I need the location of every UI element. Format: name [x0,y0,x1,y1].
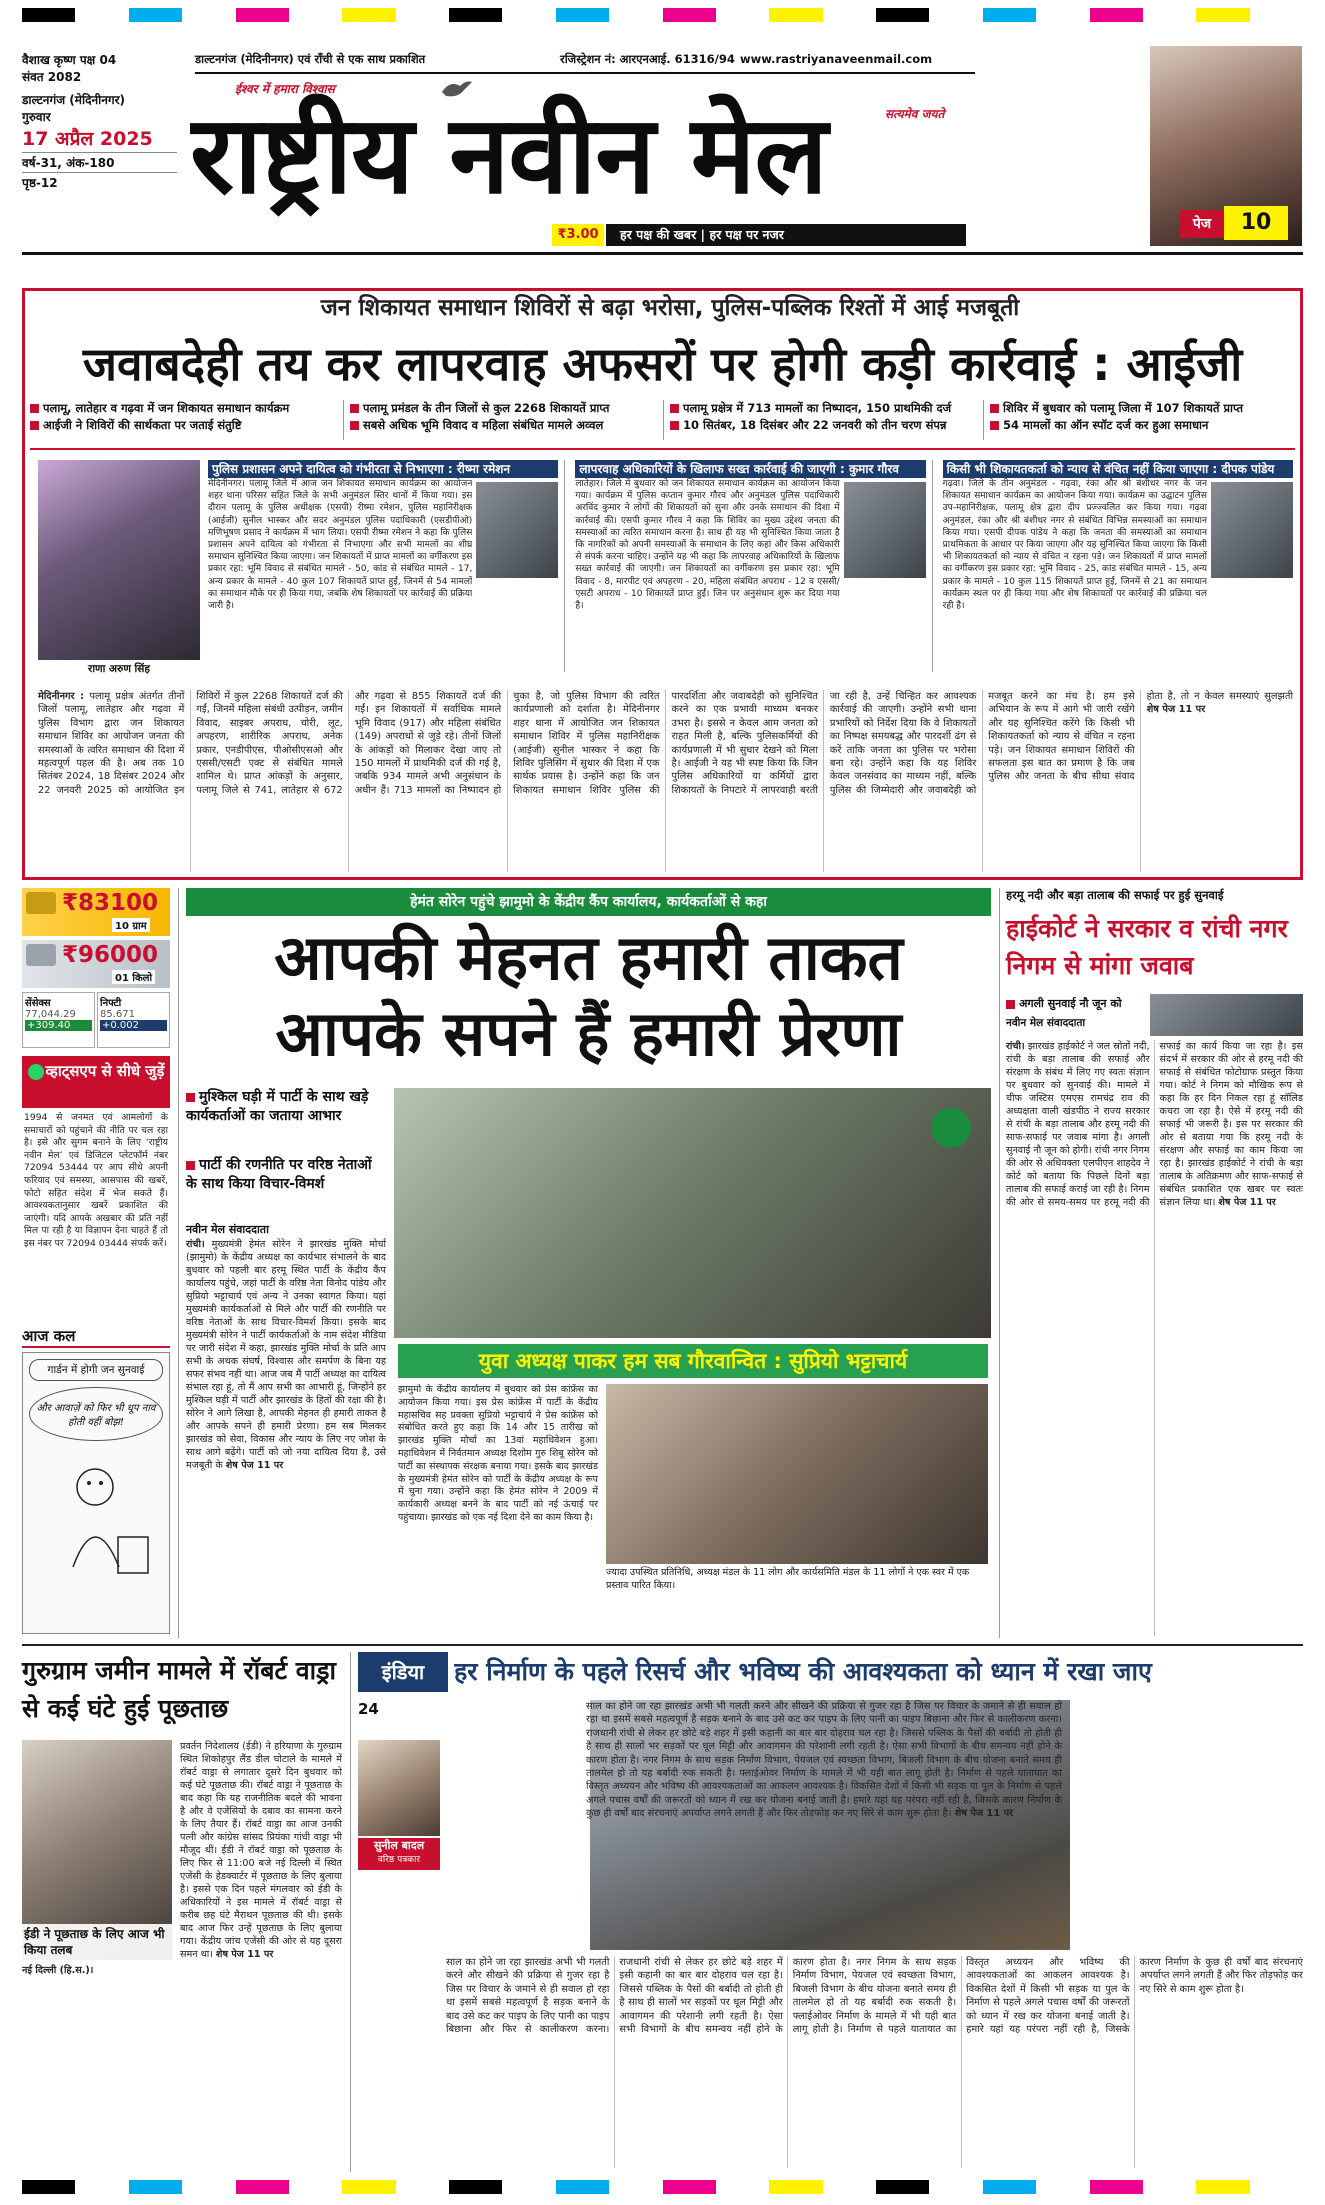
section-rule [22,1644,1303,1646]
vadra-body-col [180,1740,342,2168]
highlight-item: शिविर में बुधवार को पलामू जिला में 107 शिकायतें प्राप्त [1003,401,1244,415]
silver-price: ₹96000 [62,942,159,968]
gold-unit: 10 ग्राम [112,918,150,932]
district-boxes [208,460,1293,672]
left-rail-rule [178,888,179,1638]
highlight-item: पलामू, लातेहार व गढ़वा में जन शिकायत समाधान कार्यक्रम [43,401,290,415]
highcourt-tag-text: अगली सुनवाई नौ जून को [1019,997,1122,1010]
registration-no: रजिस्ट्रेशन नं: आरएनआई. 61316/94 [560,52,735,66]
issue-date: 17 अप्रैल 2025 [22,128,153,150]
nifty-box [97,992,170,1048]
samvat: संवत 2082 [22,70,82,84]
india-label: इंडिया [358,1652,448,1692]
highlight-item: पलामू प्रमंडल के तीन जिलों से कुल 2268 शिकायतें प्राप्त [363,401,610,415]
india-body-cont: साल का होने जा रहा झारखंड अभी भी गलती करने और सीखने की प्रक्रिया से गुजर रहा है जिस पर विचार के जमाने से ही सवाल हो रहा था इसमें सबसे महत्वपूर्ण है सड़क बनाने के बाद उसे कट कर पाइप के लिए पानी का पाइप बिछाना और फिर से कालीकरण करना। राजधानी रांची से लेकर हर छोटे बड़े शहर में इसी कहानी का बार बार दोहराव चल रहा है। जिससे पब्लिक के पैसों की बर्बादी तो होती ही है साथ ही सालों भर सड़कों पर धूल मिट्टी और आवागमन की परेशानी लगी रहती है। ऐसा सभी विभागों के बीच समन्वय नहीं होने के कारण होता है। नगर निगम के साथ सड़क निर्माण विभाग, पेयजल एवं स्वच्छता विभाग, बिजली विभाग के बीच योजना बनाते समय ही तालमेल हो तो यह बर्बादी रुक सकती है। फ्लाईओवर निर्माण के मामले में भी यही बात लागू होती है। निर्माण से पहले यातायात का विस्तृत अध्ययन और भविष्य की आवश्यकताओं का आकलन आवश्यक है। विकसित देशों में किसी भी सड़क या पुल के निर्माण से पहले अगले पचास वर्षों की जरूरतों को ध्यान में रख कर योजना बनाई जाती है। हमारे यहां यह परंपरा नहीं रही है, जिसके कारण निर्माण के कुछ ही वर्षों बाद संरचनाएं अपर्याप्त लगने लगती हैं और फिर तोड़फोड़ कर नए सिरे से काम शुरू होता है। [446,1957,1303,2036]
page-label: पेज [1180,210,1224,238]
sensex-box [22,992,95,1048]
gold-price-box [22,888,170,936]
continued-link[interactable]: शेष पेज 11 पर [954,1808,1014,1820]
columnist-name: सुनील बादल [373,1839,425,1852]
sp-photo [1211,482,1293,578]
vadra-dateline: नई दिल्ली (हि.स.)। [22,1965,94,1976]
edition-city: डाल्टनगंज (मेदिनीनगर) [22,93,126,107]
highlights-rule [30,448,1295,450]
highlight-group-1 [30,400,335,440]
highlight-item: 10 सितंबर, 18 दिसंबर और 22 जनवरी को तीन चरण संपन्न [683,418,947,432]
newspaper-title: राष्ट्रीय नवीन मेल [190,93,827,218]
vadra-body-1 [22,1964,172,2168]
highcourt-body-cols [1006,1040,1303,1636]
vadra-photo [22,1740,172,1960]
volume: वर्ष-31, अंक-180 [22,152,177,172]
whatsapp-banner [22,1056,170,1108]
spacer [446,1700,586,1701]
hemant-body-col [186,1238,386,1630]
hemant-headline-2: आपके सपने हैं हमारी प्रेरणा [275,997,902,1070]
stock-box [22,992,170,1048]
highlight-group-4 [983,400,1295,440]
hemant-dateline: रांची। [186,1239,205,1250]
highlight-item: पलामू प्रक्षेत्र में 713 मामलों का निष्पादन, 150 प्राथमिकी दर्ज [683,401,952,415]
hemant-sub-2 [186,1156,386,1216]
whatsapp-title: व्हाट्सएप से सीधे जुड़ें [45,1062,165,1080]
highlight-group-2 [343,400,655,440]
dateline: मेदिनीनगर : [38,691,85,702]
publish-strip: डाल्टनगंज (मेदिनीनगर) एवं राँची से एक साथ प्रकाशित [195,52,426,66]
hemant-byline: नवीन मेल संवाददाता [186,1223,269,1236]
highlight-item: सबसे अधिक भूमि विवाद व महिला संबंधित मामले अव्वल [363,418,604,432]
vadra-body: प्रवर्तन निदेशालय (ईडी) ने हरियाणा के गुरुग्राम स्थित शिकोहपुर लैंड डील घोटाले के मामले में रॉबर्ट वाड्रा से लगातार दूसरे दिन बुधवार को कई घंटे पूछताछ की। रॉबर्ट वाड्रा ने पूछताछ के बाद कहा कि यह राजनीतिक बदले की भावना है और वे एजेंसियों के दबाव का सामना करने के लिए तैयार हैं। रॉबर्ट वाड्रा का आज उनकी पत्नी और कांग्रेस सांसद प्रियंका गांधी वाड्रा भी मौजूद थीं। ईडी ने रॉबर्ट वाड्रा को पूछताछ के लिए फिर से 11:00 बजे नई दिल्ली में स्थित एजेंसी के हेडक्वार्टर में पूछताछ के लिए बुलाया है। इससे एक दिन पहले मंगलवार को ईडी के अधिकारियों ने इस मामले में रॉबर्ट वाड्रा से करीब छह घंटे मैराथन पूछताछ की थी। इसके बाद आज फिर उन्हें पूछताछ के लिए बुलाया गया। केंद्रीय जांच एजेंसी की ओर से यह दूसरा समन था। [180,1741,342,1960]
hemant-sub-1 [186,1088,386,1148]
center-right-rule [999,888,1000,1638]
bouquet-photo [606,1384,988,1564]
nifty-value: 85.671 [100,1009,135,1020]
continued-link[interactable]: शेष पेज 11 पर [1218,1197,1276,1208]
district-box-garhwa [943,460,1293,672]
hemant-sub-2-text: पार्टी की रणनीति पर वरिष्ठ नेताओं के साथ किया विचार-विमर्श [186,1157,372,1192]
highcourt-byline: नवीन मेल संवाददाता [1006,1017,1086,1029]
silver-price-box [22,940,170,988]
sensex-change: +309.40 [25,1020,92,1031]
masthead-left-info [22,52,177,202]
cartoon-title: आज कल [22,1326,170,1348]
ig-photo [38,460,200,660]
top-story-body [38,690,1293,872]
page-number: 10 [1224,206,1288,240]
continued-link[interactable]: शेष पेज 11 पर [1146,704,1206,716]
inner-text: झामुमो के केंद्रीय कार्यालय में बुधवार को प्रेस कांफ्रेंस का आयोजन किया गया। इस प्रेस कांफ्रेंस में पार्टी के केंद्रीय महासचिव सह प्रवक्ता सुप्रियो भट्टाचार्य ने प्रेस कांफ्रेंस को संबोधित करते हुए कहा कि 14 और 15 तारीख को झारखंड मुक्ति मोर्चा का 13वां महाधिवेशन हुआ। महाधिवेशन में निर्वतमान अध्यक्ष दिशोम गुरु शिबू सोरेन को पार्टी का संस्थापक संरक्षक बनाया गया। इसके बाद झारखंड के मुख्यमंत्री हेमंत सोरेन को पार्टी के केंद्रीय अध्यक्ष के रूप में चुना गया। उन्होंने कहा कि हेमंत सोरेन ने 2009 में कार्यकारी अध्यक्ष बनने के बाद पार्टी को नई ऊंचाई पर पहुंचाया। झारखंड को एक नई दिशा देने का काम किया है। [398,1384,598,1523]
cartoon-drawing [23,1447,169,1587]
cartoon-caption: गार्डन में होगी जन सुनवाई [29,1359,163,1381]
top-story-kicker: जन शिकायत समाधान शिविरों से बढ़ा भरोसा, पुलिस-पब्लिक रिश्तों में आई मजबूती [320,295,1020,321]
hemant-kicker: हेमंत सोरेन पहुंचे झामुमो के केंद्रीय कैंप कार्यालय, कार्यकर्ताओं से कहा [186,888,991,916]
highlights-row [30,400,1295,440]
continued-link[interactable]: शेष पेज 11 पर [215,1949,274,1960]
photo-spacer [1070,1700,1303,1952]
india-body: साल का होने जा रहा झारखंड अभी भी गलती करने और सीखने की प्रक्रिया से गुजर रहा है जिस पर विचार के जमाने से ही सवाल हो रहा था इसमें सबसे महत्वपूर्ण है सड़क बनाने के बाद उसे कट कर पाइप के लिए पानी का पाइप बिछाना और फिर से कालीकरण करना। राजधानी रांची से लेकर हर छोटे बड़े शहर में इसी कहानी का बार बार दोहराव चल रहा है। जिससे पब्लिक के पैसों की बर्बादी तो होती ही है साथ ही सालों भर सड़कों पर धूल मिट्टी और आवागमन की परेशानी लगी रहती है। ऐसा सभी विभागों के बीच समन्वय नहीं होने के कारण होता है। नगर निगम के साथ सड़क निर्माण विभाग, पेयजल एवं स्वच्छता विभाग, बिजली विभाग के बीच योजना बनाते समय ही तालमेल हो तो यह बर्बादी रुक सकती है। फ्लाईओवर निर्माण के मामले में भी यही बात लागू होती है। निर्माण से पहले यातायात का विस्तृत अध्ययन और भविष्य की आवश्यकताओं का आकलन आवश्यक है। विकसित देशों में किसी भी सड़क या पुल के निर्माण से पहले अगले पचास वर्षों की जरूरतों को ध्यान में रख कर योजना बनाई जाती है। हमारे यहां यह परंपरा नहीं रही है, जिसके कारण निर्माण के कुछ ही वर्षों बाद संरचनाएं अपर्याप्त लगने लगती हैं और फिर तोड़फोड़ कर नए सिरे से काम शुरू होता है। [586,1701,1062,1820]
inner-headline: युवा अध्यक्ष पाकर हम सब गौरवान्वित : सुप्रियो भट्टाचार्य [398,1344,988,1378]
jmm-logo-icon [931,1108,971,1148]
district-box-head: पुलिस प्रशासन अपने दायित्व को गंभीरता से निभाएगा : रीष्मा रमेशन [208,460,558,478]
vadra-photo-caption: ईडी ने पूछताछ के लिए आज भी किया तलब [22,1924,172,1960]
gold-price: ₹83100 [62,890,159,916]
whatsapp-icon [28,1064,44,1080]
top-story-text: पलामू प्रक्षेत्र अंतर्गत तीनों जिलों पलामू, लातेहार और गढ़वा में पुलिस विभाग द्वारा जन शिकायत समाधान शिविर का आयोजन जनता की समस्याओं के त्वरित समाधान की दिशा में महत्वपूर्ण पहल की है। अब तक 10 सितंबर 2024, 18 दिसंबर 2024 और 22 जनवरी 2025 को आयोजित इन शिविरों में कुल 2268 शिकायतें दर्ज की गईं, जिनमें महिला संबंधी उत्पीड़न, जमीन विवाद, साइबर अपराध, चोरी, लूट, अपहरण, शारीरिक अपराध, अनेक प्रकार, एनडीपीएस, पीओसीएसओ और एससी/एसटी एक्ट से संबंधित मामले शामिल थे। प्राप्त आंकड़ों के अनुसार, पलामू जिले से 741, लातेहार से 672 और गढ़वा से 855 शिकायतें दर्ज की गईं। इन शिकायतों में सर्वाधिक मामले भूमि विवाद (917) और महिला संबंधित (149) अपराधों से जुड़े रहे। तीनों जिलों के आंकड़ों को मिलाकर देखा जाए तो 150 मामलों में प्राथमिकी दर्ज की गई है, जबकि 934 मामले अभी अनुसंधान के अधीन हैं। 713 मामलों का निष्पादन हो चुका है, जो पुलिस विभाग की त्वरित कार्यप्रणाली को दर्शाता है। मेदिनीनगर शहर थाना में आयोजित जन शिकायत समाधान शिविर में पुलिस महानिरीक्षक (आईजी) सुनील भास्कर ने कहा कि शिविर पुलिसिंग में सुधार की दिशा में एक सार्थक प्रयास है। उन्होंने कहा कि जन शिकायत समाधान शिविर पुलिस की पारदर्शिता और जवाबदेही को सुनिश्चित करने का एक प्रभावी माध्यम बनकर उभरा है। इससे न केवल आम जनता को राहत मिली है, बल्कि पुलिसकर्मियों की कार्यप्रणाली में भी सुधार देखने को मिला है। आईजी ने यह भी स्पष्ट किया कि जिन पुलिस अधिकारियों या कर्मियों द्वारा शिकायतों के निपटारे में लापरवाही बरती जा रही है, उन्हें चिन्हित कर आवश्यक कार्रवाई की जाएगी। उन्होंने सभी थाना प्रभारियों को निर्देश दिया कि वे शिकायतों का निष्पक्ष समयबद्ध और पारदर्शी ढंग से करें ताकि जनता का पुलिस पर भरोसा बना रहे। उन्होंने कहा कि यह शिविर केवल जनसंवाद का माध्यम नहीं, बल्कि पुलिस की जिम्मेदारी और जवाबदेही को मजबूत करने का मंच है। हम इसे अभियान के रूप में आगे भी जारी रखेंगे और यह सुनिश्चित करेंगे कि किसी भी शिकायतकर्ता को न्याय से वंचित न रहना पड़े। जन शिकायत समाधान शिविरों की सफलता इस बात का प्रमाण है कि जब पुलिस और जनता के बीच सीधा संवाद होता है, तो न केवल समस्याएं सुलझती [38,691,1293,796]
sp-photo [844,482,926,578]
cartoon-balloon: और आवाज़ें को फिर भी धूप नाव होती वहीं बोझ! [29,1387,163,1441]
sensex-label: सेंसेक्स [25,998,51,1009]
hemant-body: मुख्यमंत्री हेमंत सोरेन ने झारखंड मुक्ति मोर्चा (झामुमो) के केंद्रीय अध्यक्ष का कार्यभार संभालने के बाद बुधवार को पहली बार हरमू स्थित पार्टी के केंद्रीय कैंप कार्यालय पहुंचे, जहां पार्टी के वरिष्ठ नेता विनोद पांडेय और सुप्रियो भट्टाचार्य एवं अन्य ने उनका स्वागत किया। यहां मुख्यमंत्री कार्यकर्ताओं से मिले और पार्टी की रणनीति पर वरिष्ठ नेताओं के साथ विचार-विमर्श किया। इसके बाद मुख्यमंत्री सोरेन ने पार्टी कार्यकर्ताओं के नाम संदेश मीडिया पर जारी संदेश में कहा, झारखंड मुक्ति मोर्चा के प्रति आप सभी के अथक संघर्ष, विश्वास और समर्पण के बिना यह सफर संभव नहीं था। आज जब मैं पार्टी अध्यक्ष का दायित्व संभाल रहा हूं, तो मैं आप सभी का आभारी हूं, जिन्होंने हर मुश्किल घड़ी में पार्टी और झारखंड के हितों की रक्षा की है। सोरेन ने आगे लिखा है, आपकी मेहनत ही हमारी ताकत है और आपके सपने ही हमारी प्रेरणा। हम सब मिलकर झारखंड को सेवा, विकास और न्याय के लिए नए जोश के साथ आगे बढ़ेंगे। पार्टी को जो नया दायित्व दिया है, उसे मजबूती के [186,1239,386,1471]
cartoon-box [22,1352,170,1634]
highcourt-body: झारखंड हाईकोर्ट ने जल स्रोतों नदी, रांची के बड़ा तालाब की सफाई और संरक्षण के संबंध में लिए गए स्वतः संज्ञान पर बुधवार को सुनवाई की। मामले में चीफ जस्टिस एमएस रामचंद्र राव की अध्यक्षता वाली खंडपीठ ने राज्य सरकार से रांची के बड़ा तालाब और हरमू नदी की साफ-सफाई पर जवाब मांगा है। अगली सुनवाई नौ जून को होगी। रांची नगर निगम की ओर से अधिवक्ता एलपीएन शाहदेव ने कोर्ट को बताया कि पिछले दिनों बड़ा तालाब की सफाई कराई जा रही है। निगम की ओर से समय-समय पर हरमू नदी की सफाई का कार्य किया जा रहा है। इस संदर्भ में सरकार की ओर से हरमू नदी की सफाई से संबंधित फोटोग्राफ प्रस्तुत किया गया। कोर्ट ने निगम को मौखिक रूप से कहा कि हर दिन निकल रहा हूं सॉलिड कचरा जा रहा है। ऐसे में हरमू नदी की सफाई भी जरूरी है। इस पर सरकार की ओर से बताया गया कि हरमू नदी के संरक्षण और सफाई का काम किया जा रहा है। झारखंड हाईकोर्ट ने रांची के बड़ा तालाब के अतिक्रमण और साफ-सफाई से संबंधित प्रकाशित एक खबर पर स्वतः संज्ञान लिया था। [1006,1041,1303,1208]
district-box-head: किसी भी शिकायतकर्ता को न्याय से वंचित नहीं किया जाएगा : दीपक पांडेय [943,460,1293,478]
lunar-date: वैशाख कृष्ण पक्ष 04 [22,53,117,67]
hemant-office-photo [394,1088,991,1338]
page-marker: 24 [358,1700,379,1718]
district-box-latehar [575,460,932,672]
highcourt-tag [1006,996,1146,1012]
highcourt-headline: हाईकोर्ट ने सरकार व रांची नगर निगम से मांगा जवाब [1006,914,1288,980]
district-box-head: लापरवाह अधिकारियों के खिलाफ सख्त कार्रवाई की जाएगी : कुमार गौरव [575,460,925,478]
highcourt-photo [1150,994,1303,1036]
page-count: पृष्ठ-12 [22,172,177,192]
silver-unit: 01 किलो [112,970,155,984]
hemant-sub-1-text: मुश्किल घड़ी में पार्टी के साथ खड़े कार्यकर्ताओं का जताया आभार [186,1089,369,1124]
district-box-palamu [208,460,565,672]
vadra-headline: गुरुग्राम जमीन मामले में रॉबर्ट वाड्रा से कई घंटे हुई पूछताछ [22,1656,336,1723]
top-story-headline: जवाबदेही तय कर लापरवाह अफसरों पर होगी कड़ी कार्रवाई : आईजी [82,337,1243,391]
weekday: गुरुवार [22,110,51,124]
nifty-label: निफ्टी [100,998,122,1009]
vadra-rule [350,1652,351,2172]
tagline: हर पक्ष की खबर | हर पक्ष पर नजर [606,224,966,246]
gold-bar-icon [26,892,56,914]
hemant-headline-1: आपकी मेहनत हमारी ताकत [274,921,903,994]
slogan-left: ईश्वर में हमारा विश्वास [235,82,335,96]
continued-link[interactable]: शेष पेज 11 पर [225,1460,284,1471]
masthead-rule [195,72,975,74]
slogan-right: सत्यमेव जयते [885,107,945,121]
highcourt-dateline: रांची। [1006,1041,1025,1052]
color-registration-bar-bottom [22,2180,1303,2194]
highlight-group-3 [663,400,975,440]
website: www.rastriyanaveenmail.com [740,52,933,66]
columnist-box [358,1838,440,1870]
sp-photo [476,482,558,578]
columnist-photo [358,1740,440,1836]
india-body-columns [446,1956,1303,2168]
highlight-item: 54 मामलों का ऑन स्पॉट दर्ज कर हुआ समाधान [1003,418,1209,432]
color-registration-bar [22,8,1303,22]
columnist-role: वरिष्ठ पत्रकार [377,1855,421,1865]
whatsapp-text: 1994 से जनमत एवं आमलोगों के समाचारों को पहुंचाने की नीति पर चल रहा है। इसे और सुगम बनाने के लिए ‘राष्ट्रीय नवीन मेल’ एवं डिजिटल प्लेटफॉर्म नंबर 72094 53444 पर आप सीधे अपनी फरियाद एवं समस्या, आसपास की खबरें, फोटो सहित संदेश में भेज सकते हैं। आवश्यकतानुसार खबरें प्रकाशित की जाएंगी। यदि आपके अखबार की प्रति नहीं मिल पा रही है या विज्ञापन देना चाहते हैं तो इस नंबर पर 72094 03444 संपर्क करें। [24,1112,168,1249]
silver-bar-icon [26,944,56,966]
highcourt-kicker: हरमू नदी और बड़ा तालाब की सफाई पर हुई सुनवाई [1006,888,1224,902]
highlight-item: आईजी ने शिविरों की सार्थकता पर जताई संतुष्टि [43,418,242,432]
district-box-text: मेदिनीनगर। पलामू जिले में आज जन शिकायत समाधान कार्यक्रम का आयोजन शहर थाना परिसर सहित जिले के सभी अनुमंडल स्तिर थानों में किया गया। इस दौरान पलामू के पुलिस अधीक्षक (एसपी) रीष्मा रमेशन, पुलिस महानिरीक्षक (आईजी) सुनील भास्कर और सदर अनुमंडल पुलिस पदाधिकारी (एसडीपीओ) मणिभूषण प्रसाद ने कार्यक्रम में भाग लिया। एसपी रीष्मा रमेशन ने कहा कि पुलिस प्रशासन अपने दायित्व को गंभीरता से निभाएगा और सभी मामलों का शीघ्र समाधान सुनिश्चित किया जाएगा। जन शिकायतों में प्राप्त मामलों का वर्गीकरण इस प्रकार रहा: भूमि विवाद से संबंधित मामले - 50, कांड से संबंधित मामले - 17, अन्य प्रकार के मामले - 40 कुल 107 शिकायतें प्राप्त हुईं, जिनमें से 54 मामलों का समाधान मौके पर ही किया गया, जबकि शेष शिकायतों पर कार्रवाई की प्रक्रिया जारी है। [208,479,473,612]
bouquet-caption: ज्यादा उपस्थित प्रतिनिधि, अध्यक्ष मंडल के 11 लोग और कार्यसमिति मंडल के 11 लोगों ने एक स्वर में एक प्रस्ताव पारित किया। [606,1567,970,1591]
district-box-text: लातेहार। जिले में बुधवार को जन शिकायत समाधान कार्यक्रम का आयोजन किया गया। कार्यक्रम में पुलिस कप्तान कुमार गौरव और अनुमंडल पुलिस पदाधिकारी अरविंद कुमार ने लोगों की शिकायतों को सुना और उनके समाधान की दिशा में कार्रवाई की। एसपी कुमार गौरव ने कहा कि शिविर का मुख्य उद्देश्य जनता की समस्याओं का त्वरित समाधान करना है। साथ ही यह भी सुनिश्चित किया जाता है कि नागरिकों को अपनी समस्याओं के समाधान के लिए कहां और किस अधिकारी से संपर्क करना चाहिए। उन्होंने यह भी कहा कि लापरवाह अधिकारियों के खिलाफ सख्त कार्रवाई की जाएगी। जन शिकायतों का वर्गीकरण इस प्रकार रहा: भूमि विवाद - 8, मारपीट एवं अपहरण - 20, महिला संबंधित अपराध - 12 व एससी/एसटी अपराध - 10 शिकायतें प्राप्त हुईं। जिन पर अनुसंधान शुरू कर दिया गया है। [575,479,840,612]
district-box-text: गढ़वा। जिले के तीन अनुमंडल - गढ़वा, रंका और श्री बंशीधर नगर के जन शिकायत समाधान कार्यक्रम का आयोजन किया गया। कार्यक्रम का उद्घाटन पुलिस उप-महानिरीक्षक, पलामू क्षेत्र द्वारा दीप प्रज्ज्वलित कर किया गया। गढ़वा अनुमंडल, रंका और श्री बंशीधर नगर से संबंधित विभिन्न समस्याओं का समाधान किया गया। एसपी दीपक पांडेय ने कहा कि जनता की समस्याओं का समाधान प्राथमिकता के आधार पर किया जाएगा और यह सुनिश्चित किया जाएगा कि किसी भी शिकायतकर्ता को न्याय से वंचित न रहना पड़े। जन शिकायतों में प्राप्त मामलों का वर्गीकरण इस प्रकार रहा: भूमि विवाद - 25, कांड संबंधित मामले - 15, अन्य प्रकार के मामले - 10 कुल 115 शिकायतें प्राप्त हुईं, जिनमें से 21 का समाधान कार्यक्रम स्थल पर ही किया गया और शेष शिकायतों पर कार्रवाई की प्रक्रिया चल रही है। [942,479,1207,612]
nifty-change: +0.002 [100,1020,167,1031]
masthead-bottom-rule [22,252,1303,255]
ig-photo-caption: राणा अरुण सिंह [88,663,150,675]
sensex-value: 77,044.29 [25,1009,76,1020]
india-headline: हर निर्माण के पहले रिसर्च और भविष्य की आवश्यकता को ध्यान में रखा जाए [454,1657,1152,1686]
price-tag: ₹3.00 [552,224,604,246]
